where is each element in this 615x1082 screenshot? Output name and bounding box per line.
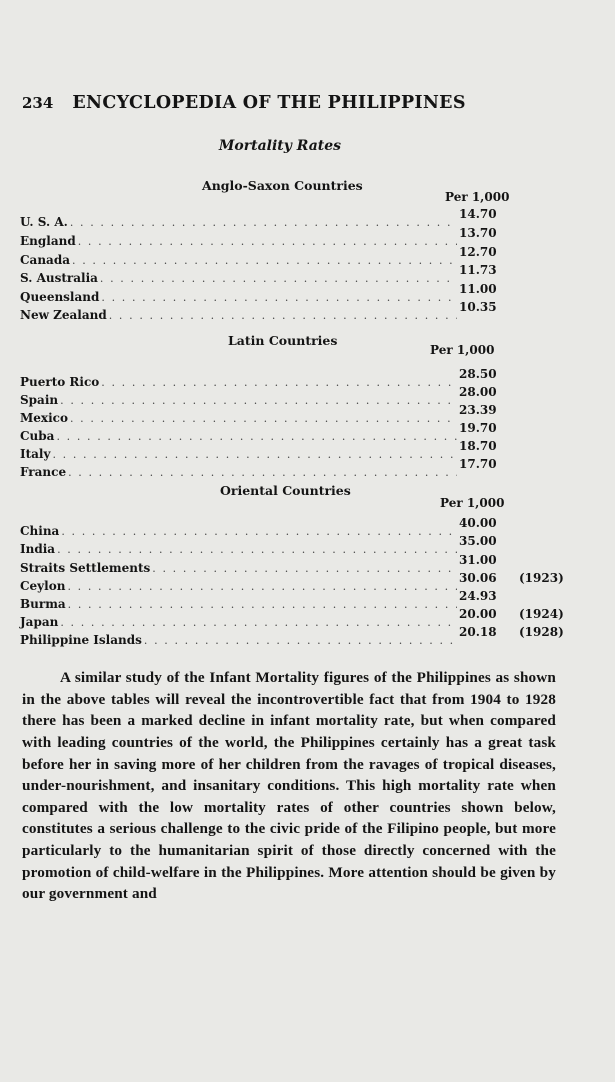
dot-leader: [72, 252, 457, 269]
body-paragraph: A similar study of the Infant Mortality figures of the Philippines as shown in the above tables will reveal the incontrovertible fact that from 1904 to 1928 there has been a marked decline in infant mortality rate, but when compared with leading countries of the world, the Philippines certainly has a great task before her in saving more of her children from the ravages of tropical diseases, under-nourishment, and insanitary conditions. This high mortality rate when compared with the low mortality rates of other countries shown below, constitutes a serious challenge to the civic pride of the Filipino people, but more particularly to the humanitarian spirit of those directly concerned with the promotion of child-welfare in the Philippines. More attention should be given by our government and: [22, 669, 556, 903]
dot-leader: [152, 560, 457, 577]
table-row: [20, 300, 565, 324]
country-name: Cuba: [20, 429, 55, 443]
rate-value: 20.18: [459, 625, 497, 639]
rate-year: (1928): [519, 625, 564, 639]
country-name: Philippine Islands: [20, 633, 142, 647]
country-name: Queensland: [20, 290, 100, 304]
country-name: New Zealand: [20, 308, 107, 322]
rate-value: 24.93: [459, 589, 497, 603]
unit-label: Per 1,000: [440, 496, 505, 510]
rate-value: 11.00: [459, 282, 497, 296]
rate-value: 14.70: [459, 207, 497, 221]
country-name: U. S. A.: [20, 215, 68, 229]
dot-leader: [67, 578, 457, 595]
dot-leader: [70, 214, 457, 231]
dot-leader: [101, 374, 457, 391]
dot-leader: [109, 307, 457, 324]
country-name: China: [20, 524, 60, 538]
page-number: 234: [22, 94, 54, 112]
dot-leader: [70, 410, 457, 427]
dot-leader: [100, 270, 457, 287]
page-header: [22, 93, 582, 113]
dot-leader: [101, 289, 457, 306]
unit-label: Per 1,000: [430, 343, 495, 357]
dot-leader: [57, 541, 457, 558]
country-name: Canada: [20, 253, 70, 267]
dot-leader: [56, 428, 457, 445]
country-name: Spain: [20, 393, 59, 407]
section-title: Mortality Rates: [218, 138, 342, 154]
rate-value: 28.50: [459, 367, 497, 381]
rate-value: 40.00: [459, 516, 497, 530]
country-name: Ceylon: [20, 579, 66, 593]
dot-leader: [68, 464, 457, 481]
rate-value: 35.00: [459, 534, 497, 548]
rate-value: 31.00: [459, 553, 497, 567]
country-name: France: [20, 465, 67, 479]
rate-year: (1923): [519, 571, 564, 585]
country-name: Italy: [20, 447, 51, 461]
table-row: [20, 625, 565, 649]
table-latin: [20, 333, 565, 483]
group-title: Oriental Countries: [220, 483, 351, 498]
rate-value: 30.06: [459, 571, 497, 585]
rate-value: 19.70: [459, 421, 497, 435]
country-name: Mexico: [20, 411, 68, 425]
table-anglo-saxon: [20, 176, 565, 326]
rate-value: 28.00: [459, 385, 497, 399]
rate-value: 17.70: [459, 457, 497, 471]
table-row: [20, 457, 565, 481]
dot-leader: [78, 233, 457, 250]
dot-leader: [60, 614, 457, 631]
dot-leader: [68, 596, 457, 613]
rate-value: 12.70: [459, 245, 497, 259]
country-name: Burma: [20, 597, 66, 611]
country-name: Japan: [20, 615, 59, 629]
dot-leader: [60, 392, 457, 409]
rate-value: 23.39: [459, 403, 497, 417]
country-name: India: [20, 542, 56, 556]
dot-leader: [61, 523, 457, 540]
country-name: England: [20, 234, 76, 248]
group-title: Anglo-Saxon Countries: [202, 178, 363, 193]
rate-value: 11.73: [459, 263, 497, 277]
rate-year: (1924): [519, 607, 564, 621]
table-oriental: [20, 483, 565, 653]
country-name: S. Australia: [20, 271, 98, 285]
rate-value: 20.00: [459, 607, 497, 621]
country-name: Straits Settlements: [20, 561, 151, 575]
dot-leader: [52, 446, 457, 463]
rate-value: 10.35: [459, 300, 497, 314]
group-title: Latin Countries: [228, 333, 338, 348]
country-name: Puerto Rico: [20, 375, 100, 389]
rate-value: 18.70: [459, 439, 497, 453]
unit-label: Per 1,000: [445, 190, 510, 204]
rate-value: 13.70: [459, 226, 497, 240]
dot-leader: [144, 632, 457, 649]
running-title: ENCYCLOPEDIA OF THE PHILIPPINES: [72, 93, 466, 113]
